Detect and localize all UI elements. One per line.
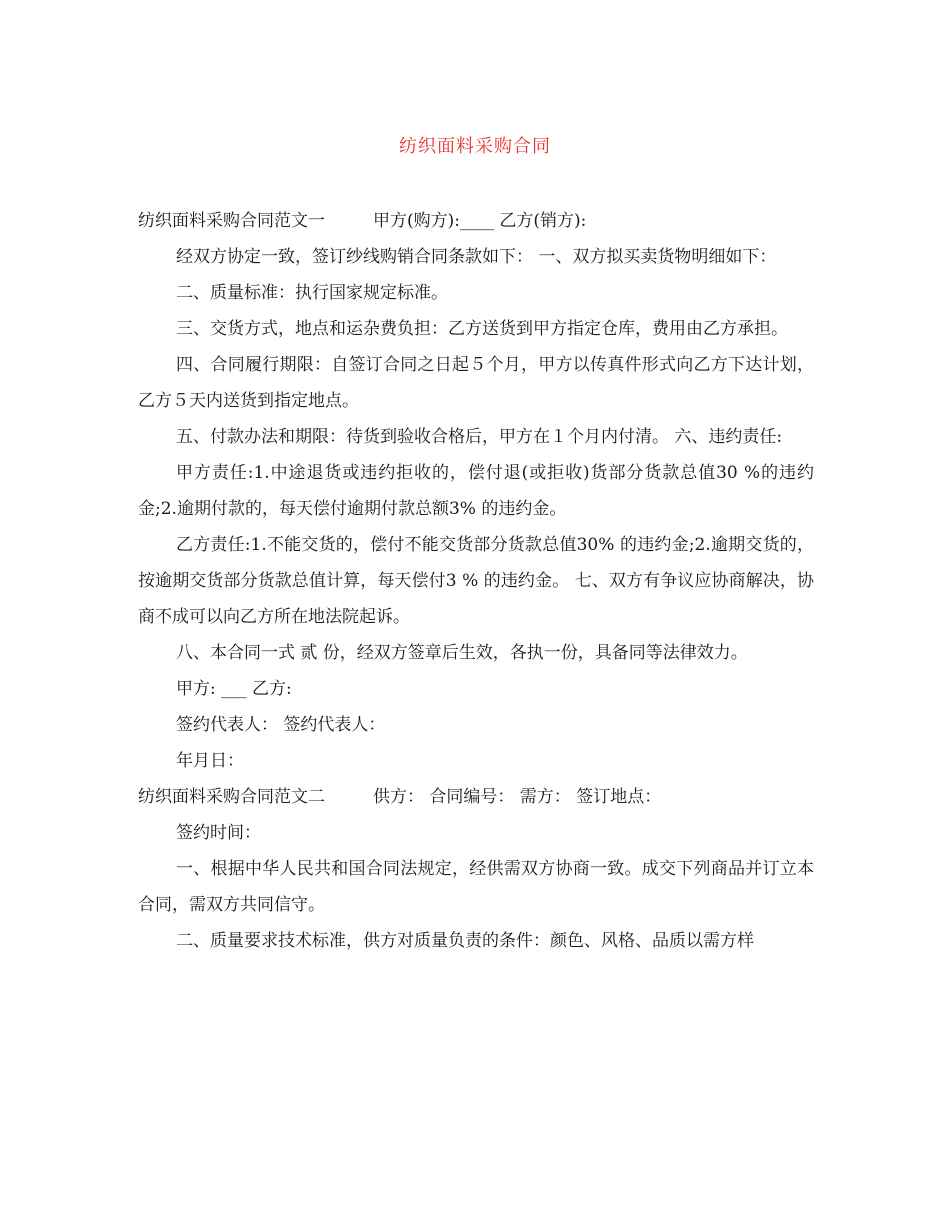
paragraph: 甲方: ___ 乙方: xyxy=(176,679,292,699)
paragraph: 五、付款办法和期限：待货到验收合格后，甲方在１个月内付清。 六、违约责任: xyxy=(176,427,783,447)
paragraph: 乙方责任:1.不能交货的，偿付不能交货部分货款总值30% 的违约金;2.逾期交货的，按逾期交货部分货款总值计算，每天偿付3 % 的违约金。 七、双方有争议应协商解决，协商不成可以向乙方所在地法院起诉。 xyxy=(138,535,814,627)
paragraph: 四、合同履行期限：自签订合同之日起５个月，甲方以传真件形式向乙方下达计划，乙方５天内送货到指定地点。 xyxy=(138,355,814,411)
paragraph: 三、交货方式，地点和运杂费负担：乙方送货到甲方指定仓库，费用由乙方承担。 xyxy=(176,319,788,339)
paragraph: 八、本合同一式 贰 份，经双方签章后生效，各执一份，具备同等法律效力。 xyxy=(176,643,748,663)
section1-heading: 纺织面料采购合同范文一 xyxy=(138,211,325,231)
paragraph: 二、质量要求技术标准，供方对质量负责的条件：颜色、风格、品质以需方样 xyxy=(176,931,754,951)
section2-heading: 纺织面料采购合同范文二 xyxy=(138,787,325,807)
paragraph: 二、质量标准：执行国家规定标准。 xyxy=(176,283,448,303)
paragraph: 经双方协定一致，签订纱线购销合同条款如下： 一、双方拟买卖货物明细如下： xyxy=(176,247,777,267)
paragraph: 签约代表人： 签约代表人： xyxy=(176,715,386,735)
document-title: 纺织面料采购合同 xyxy=(399,136,551,157)
paragraph: 甲方责任:1.中途退货或违约拒收的，偿付退(或拒收)货部分货款总值30 %的违约金;2.逾期付款的，每天偿付逾期付款总额3% 的违约金。 xyxy=(138,463,814,519)
section2-heading-line xyxy=(138,779,814,815)
section1-heading-line xyxy=(138,203,814,239)
section2-fields: 供方： 合同编号： 需方： 签订地点： xyxy=(373,787,662,807)
paragraph: 年月日： xyxy=(176,751,244,771)
document-body xyxy=(138,203,814,959)
paragraph: 签约时间： xyxy=(176,823,261,843)
section1-parties: 甲方(购方):____ 乙方(销方): xyxy=(373,211,587,231)
paragraph: 一、根据中华人民共和国合同法规定，经供需双方协商一致。成交下列商品并订立本合同，需双方共同信守。 xyxy=(138,859,814,915)
